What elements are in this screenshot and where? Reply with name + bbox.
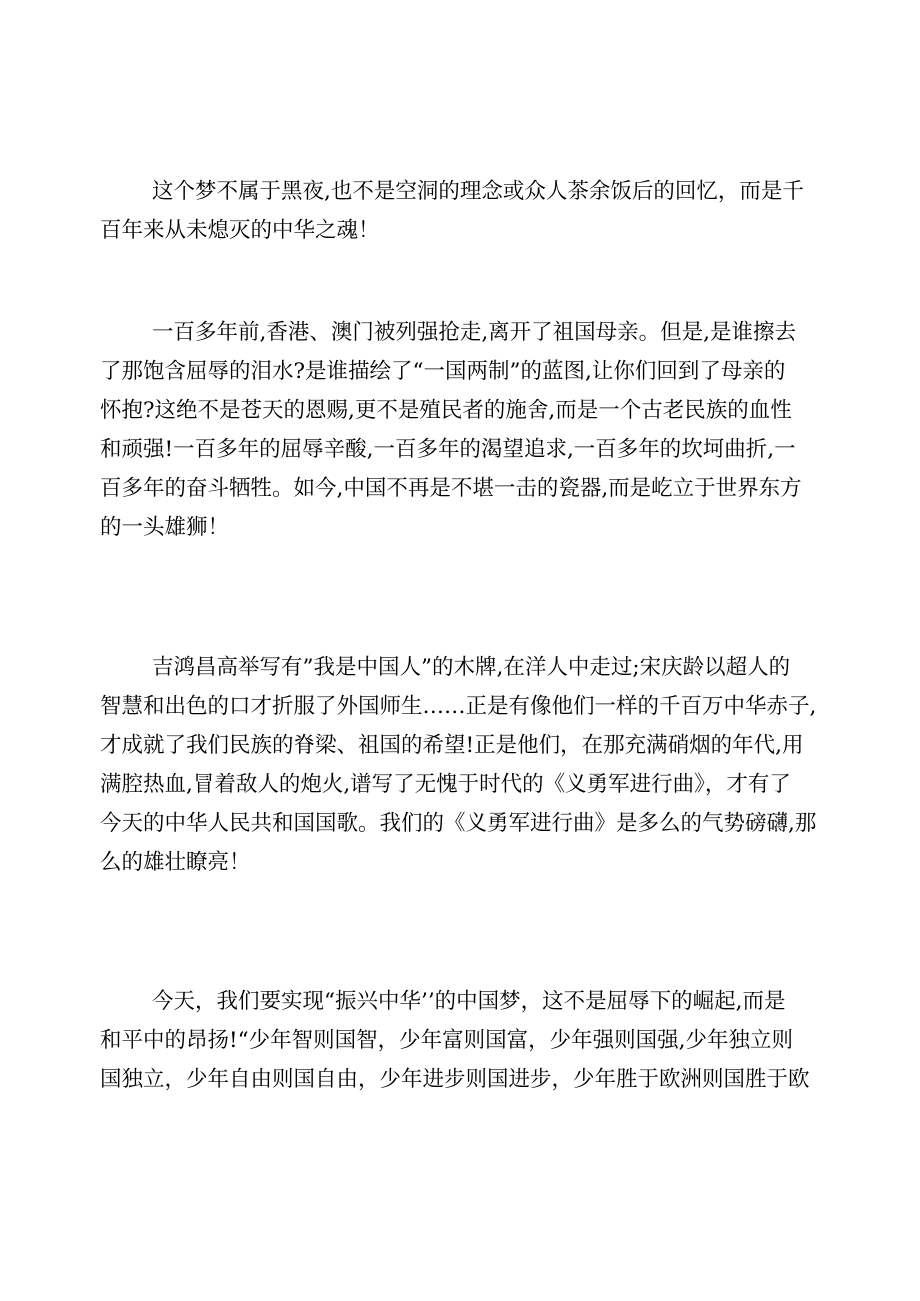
paragraph-line: 今天的中华人民共和国国歌。我们的《义勇军进行曲》是多么的气势磅礴,那	[100, 811, 817, 836]
paragraph-line: 了那饱含屈辱的泪水?是谁描绘了“一国两制”的蓝图,让你们回到了母亲的	[100, 359, 786, 384]
paragraph-2	[100, 313, 830, 547]
paragraph-line: 和平中的昂扬!“少年智则国智，少年富则国富，少年强则国强,少年独立则	[100, 1028, 793, 1053]
paragraph-line: 今天，我们要实现“振兴中华’’的中国梦，这不是屈辱下的崛起,而是	[152, 989, 786, 1014]
paragraph-line: 国独立，少年自由则国自由，少年进步则国进步，少年胜于欧洲则国胜于欧	[100, 1067, 810, 1092]
paragraph-line: 怀抱?这绝不是苍天的恩赐,更不是殖民者的施舍,而是一个古老民族的血性	[100, 398, 792, 423]
paragraph-4	[100, 982, 830, 1099]
paragraph-1	[100, 172, 830, 250]
paragraph-line: 么的雄壮瞭亮！	[100, 850, 251, 875]
paragraph-line: 的一头雄狮！	[100, 515, 230, 540]
paragraph-line: 百多年的奋斗牺牲。如今,中国不再是不堪一击的瓷器,而是屹立于世界东方	[100, 476, 802, 501]
paragraph-line: 才成就了我们民族的脊梁、祖国的希望!正是他们，在那充满硝烟的年代,用	[100, 733, 804, 758]
paragraph-line: 智慧和出色的口才折服了外国师生……正是有像他们一样的千百万中华赤子,	[100, 694, 817, 719]
paragraph-line: 一百多年前,香港、澳门被列强抢走,离开了祖国母亲。但是,是谁擦去	[152, 320, 797, 345]
paragraph-line: 这个梦不属于黑夜,也不是空洞的理念或众人茶余饭后的回忆，而是千	[152, 179, 804, 204]
paragraph-3	[100, 648, 830, 882]
paragraph-line: 满腔热血,冒着敌人的炮火,谱写了无愧于时代的《义勇军进行曲》，才有了	[100, 772, 791, 797]
paragraph-line: 和顽强!一百多年的屈辱辛酸,一百多年的渴望追求,一百多年的坎坷曲折,一	[100, 437, 796, 462]
paragraph-line: 吉鸿昌高举写有”我是中国人”的木牌,在洋人中走过;宋庆龄以超人的	[152, 655, 791, 680]
paragraph-line: 百年来从未熄灭的中华之魂！	[100, 218, 380, 243]
